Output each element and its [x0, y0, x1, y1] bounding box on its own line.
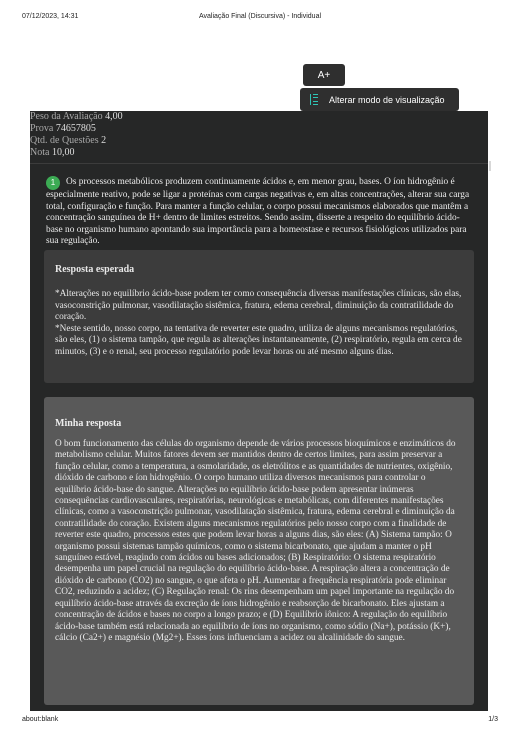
print-header: [0, 0, 520, 24]
print-page-number: 1/3: [488, 716, 498, 723]
divider: [30, 163, 488, 164]
print-page-title: Avaliação Final (Discursiva) - Individual: [198, 13, 322, 20]
assessment-panel: [30, 111, 488, 711]
meta-grade: Nota 10,00: [30, 147, 75, 158]
expected-answer-paragraph: *Neste sentido, nosso corpo, na tentativa de reverter este quadro, utiliza de alguns mecanismos regulatórios, são eles, (1) o sistema tampão, que regula as alterações instantaneamente, (2) respiratório, regula em cerca de minutos, (3) e o renal, seu processo regulatório pode levar horas ou até mesmo alguns dias.: [55, 323, 462, 357]
expected-answer-paragraph: *Alterações no equilíbrio ácido-base podem ter como consequência diversas manifestações clínicas, são elas, vasoconstrição pulmonar, vasodilatação sistêmica, fratura, edema cerebral, diminuição da contratilidade do coração.: [55, 289, 462, 322]
change-view-mode-button[interactable]: [300, 88, 459, 111]
meta-question-count: Qtd. de Questões 2: [30, 135, 107, 146]
meta-exam: Prova 74657805: [30, 123, 96, 134]
question-text: Os processos metabólicos produzem continuamente ácidos e, em menor grau, bases. O íon hidrogênio é especialmente reativo, pode se ligar a proteínas com cargas negativas e, em altas concentrações, alterar sua carga total, configuração e função. Para manter a função celular, o corpo possui mecanismos elaborados que mantêm a concentração sanguínea de H+ dentro de limites estreitos. Sendo assim, disserte a respeito do equilíbrio ácido-base no organismo humano apontando sua importância para a homeostase e recursos fisiológicos utilizados para sua regulação.: [46, 177, 470, 247]
print-datetime: 07/12/2023, 14:31: [22, 13, 79, 20]
list-view-icon: [310, 94, 319, 105]
meta-weight: Peso da Avaliação 4,00: [30, 111, 123, 122]
my-answer-text: O bom funcionamento das células do organismo depende de vários processos bioquímicos e enzimáticos do metabolismo celular. Muitos fatores devem ser mantidos dentro de certos limites, para assim preservar a função celular, como a temperatura, a osmolaridade, os eletrólitos e as quantidades de nutrientes, oxigênio, dióxido de carbono e íon hidrogênio. O corpo humano utiliza diversos mecanismos para controlar o equilíbrio ácido-base do sangue. Alterações no equilíbrio ácido-base podem apresentar inúmeras consequências cardiovasculares, respiratórias, neurológicas e metabólicas, com diferentes manifestações clínicas, como a vasoconstrição pulmonar, vasodilatação sistêmica, fratura, edema cerebral e diminuição da contratilidade do coração. Existem alguns mecanismos regulatórios pelo nosso corpo com a finalidade de reverter este quadro, processos estes que podem levar horas a alguns dias, são eles: (A) Sistema tampão: O organismo possui sistemas tampão químicos, como o sistema bicarbonato, que ajudam a manter o pH sanguíneo estável, reagindo com ácidos ou bases adicionados; (B) Respiratório: O sistema respiratório desempenha um papel crucial na regulação do equilíbrio ácido-base. A respiração altera a concentração de dióxido de carbono (CO2) no sangue, o que afeta o pH. Aumentar a frequência respiratória pode eliminar CO2, reduzindo a acidez; (C) Regulação renal: Os rins desempenham um papel importante na regulação do equilíbrio ácido-base através da excreção de íons hidrogênio e reabsorção de bicarbonato. Eles ajustam a concentração de ácidos e bases no corpo a longo prazo; e (D) Equilíbrio iônico: A regulação do equilíbrio ácido-base também está relacionada ao equilíbrio de íons no organismo, como sódio (Na+), potássio (K+), cálcio (Ca2+) e magnésio (Mg2+). Esses íons influenciam a acidez ou alcalinidade do sangue.: [55, 439, 456, 643]
my-answer-title: Minha resposta: [55, 418, 122, 429]
scrollbar[interactable]: [489, 161, 491, 171]
change-view-mode-label: Alterar modo de visualização: [329, 94, 445, 105]
increase-font-button[interactable]: A+: [303, 64, 345, 86]
question-number-badge: 1: [46, 176, 60, 190]
expected-answer-title: Resposta esperada: [55, 264, 135, 275]
my-answer-box: [44, 397, 474, 705]
expected-answer-box: [44, 250, 474, 383]
assessment-meta: [30, 111, 123, 159]
question-1: [46, 176, 476, 248]
print-url: about:blank: [22, 716, 59, 723]
